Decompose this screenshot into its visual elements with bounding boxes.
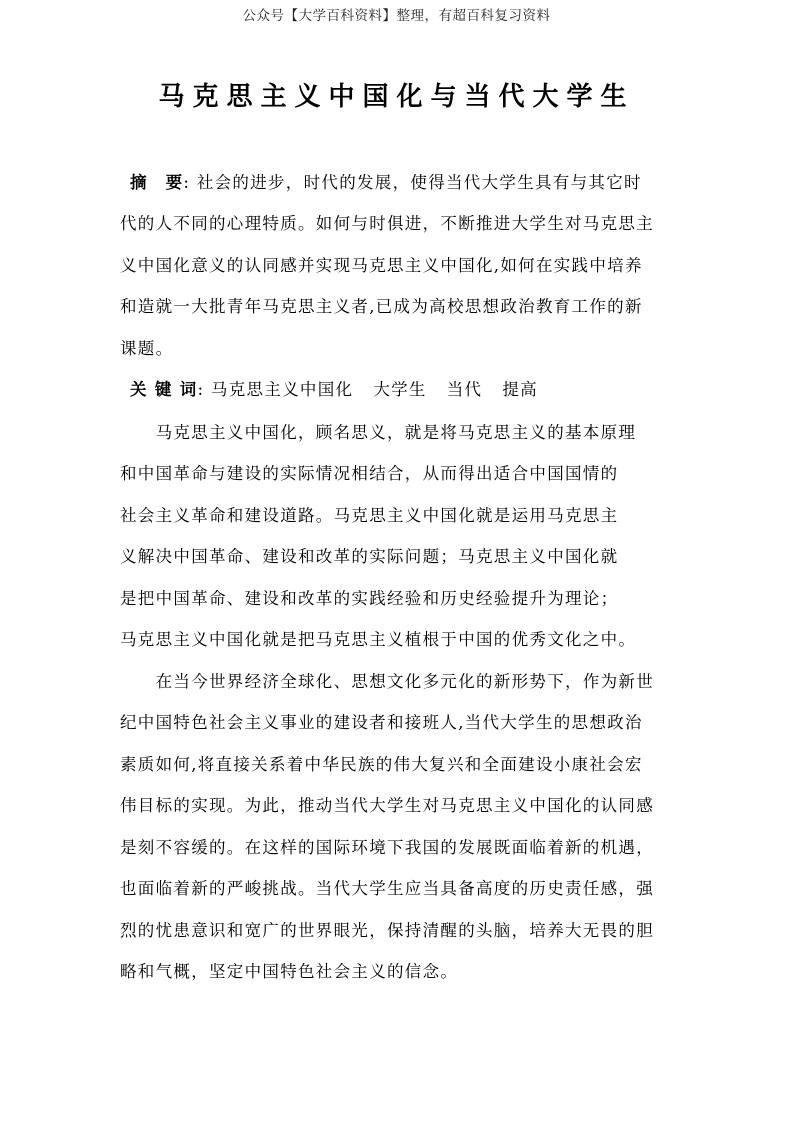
abstract-line: 和造就一大批青年马克思主义者,已成为高校思想政治教育工作的新 [120, 297, 643, 316]
keyword: 当代 [446, 380, 483, 399]
keywords-line [130, 380, 558, 400]
paragraph-line: 伟目标的实现。为此，推动当代大学生对马克思主义中国化的认同感 [120, 796, 654, 815]
paragraph-line: 马克思主义中国化，顾名思义，就是将马克思主义的基本原理 [120, 423, 637, 442]
paragraph-line: 是刻不容缓的。在这样的国际环境下我国的发展既面临着新的机遇， [120, 838, 654, 857]
abstract-line: 课题。 [120, 339, 174, 358]
keywords-colon: : [197, 380, 205, 399]
paragraph-line: 是把中国革命、建设和改革的实践经验和历史经验提升为理论； [120, 589, 619, 608]
paragraph-line: 略和气概，坚定中国特色社会主义的信念。 [120, 962, 459, 981]
abstract-line: 义中国化意义的认同感并实现马克思主义中国化,如何在实践中培养 [120, 256, 643, 275]
paragraph-line: 和中国革命与建设的实际情况相结合，从而得出适合中国国情的 [120, 464, 619, 483]
paragraph-line: 马克思主义中国化就是把马克思主义植根于中国的优秀文化之中。 [120, 630, 637, 649]
paragraph-line: 烈的忧患意识和宽广的世界眼光，保持清醒的头脑，培养大无畏的胆 [120, 921, 654, 940]
paragraph-line: 社会主义革命和建设道路。马克思主义中国化就是运用马克思主 [120, 506, 619, 525]
document-title: 马克思主义中国化与当代大学生 [158, 82, 635, 112]
abstract-line: 代的人不同的心理特质。如何与时俱进，不断推进大学生对马克思主 [120, 214, 654, 233]
keyword: 大学生 [373, 380, 427, 399]
abstract-label: 摘 要 [130, 173, 184, 192]
keywords-label: 关 键 词 [130, 380, 198, 399]
paragraph-line: 纪中国特色社会主义事业的建设者和接班人,当代大学生的思想政治 [120, 713, 643, 732]
abstract-text: 社会的进步，时代的发展，使得当代大学生具有与其它时 [196, 173, 642, 192]
keyword: 马克思主义中国化 [210, 380, 354, 399]
abstract-colon: : [183, 173, 191, 192]
paragraph-line: 素质如何,将直接关系着中华民族的伟大复兴和全面建设小康社会宏 [120, 755, 643, 774]
keyword: 提高 [502, 380, 538, 399]
paragraph-line: 在当今世界经济全球化、思想文化多元化的新形势下，作为新世 [120, 672, 654, 691]
abstract-line [130, 173, 642, 193]
page-header-note: 公众号【大学百科资料】整理，有超百科复习资料 [242, 8, 551, 24]
paragraph-line: 义解决中国革命、建设和改革的实际问题；马克思主义中国化就 [120, 547, 619, 566]
paragraph-line: 也面临着新的严峻挑战。当代大学生应当具备高度的历史责任感，强 [120, 879, 654, 898]
